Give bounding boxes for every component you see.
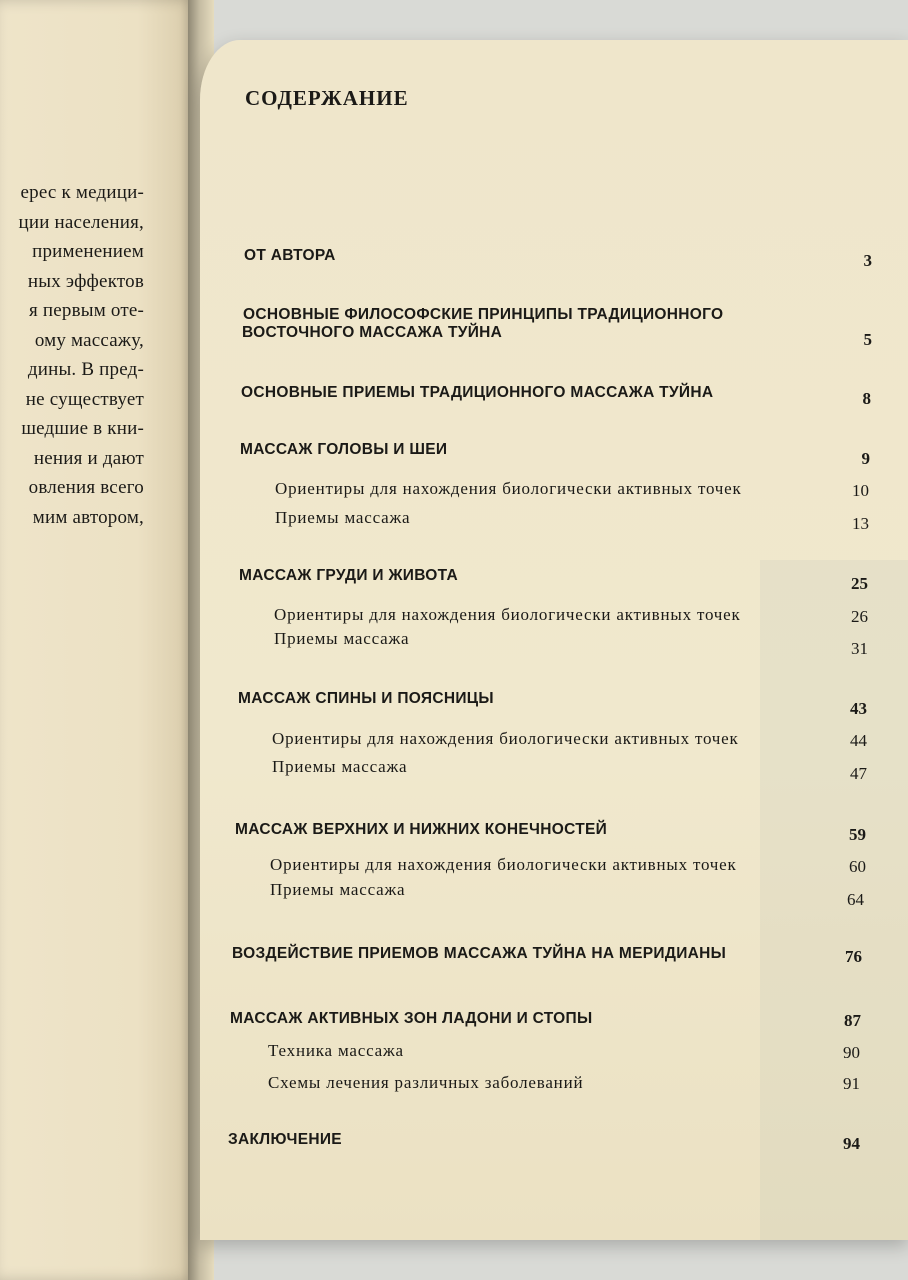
left-line: шедшие в кни- — [21, 418, 144, 439]
toc-entry-page: 91 — [843, 1074, 860, 1093]
left-page-text — [0, 178, 196, 532]
toc-entry-label: МАССАЖ СПИНЫ И ПОЯСНИЦЫ — [238, 690, 494, 707]
toc-entry-page: 10 — [852, 481, 869, 500]
toc-entry-label: МАССАЖ ГРУДИ И ЖИВОТА — [239, 567, 458, 584]
left-line: ных эффектов — [27, 270, 144, 292]
left-line: применением — [32, 241, 144, 262]
toc-entry-label: Техника массажа — [268, 1041, 404, 1060]
left-line: дины. В пред- — [27, 359, 144, 380]
toc-entry-page: 8 — [862, 389, 871, 408]
toc-entry-label: Приемы массажа — [275, 508, 411, 527]
toc-entry-label: Схемы лечения различных заболеваний — [268, 1073, 584, 1092]
left-line: овления всего — [28, 477, 144, 498]
toc-title: СОДЕРЖАНИЕ — [245, 86, 409, 110]
toc-entry-page: 43 — [850, 699, 867, 718]
toc-entry-label: Приемы массажа — [272, 757, 408, 776]
toc-entry-page: 9 — [861, 449, 870, 468]
toc-entry-label-line2: ВОСТОЧНОГО МАССАЖА ТУЙНА — [242, 324, 503, 341]
left-line: ерес к медици- — [20, 182, 144, 203]
left-line: мим автором, — [32, 506, 144, 528]
toc-entry-label: ОТ АВТОРА — [244, 247, 336, 264]
toc-entry-label: ОСНОВНЫЕ ФИЛОСОФСКИЕ ПРИНЦИПЫ ТРАДИЦИОННОГО — [243, 306, 724, 323]
toc-entry-page: 87 — [844, 1011, 861, 1030]
toc-entry-page: 5 — [863, 330, 872, 349]
toc-entry-page: 59 — [849, 825, 866, 844]
toc-entry-label: МАССАЖ АКТИВНЫХ ЗОН ЛАДОНИ И СТОПЫ — [230, 1010, 593, 1027]
toc-entry-label: МАССАЖ ГОЛОВЫ И ШЕИ — [240, 441, 448, 458]
toc-entry-page: 60 — [849, 857, 866, 876]
left-line: ому массажу, — [34, 329, 144, 351]
toc-entry-label: Ориентиры для нахождения биологически активных точек — [274, 605, 741, 624]
toc-entry-page: 94 — [843, 1134, 860, 1153]
toc-entry-page: 13 — [852, 514, 869, 533]
left-line: я первым оте- — [28, 300, 144, 321]
left-page — [0, 0, 196, 1280]
toc-entry-label: ВОЗДЕЙСТВИЕ ПРИЕМОВ МАССАЖА ТУЙНА НА МЕРИДИАНЫ — [232, 945, 727, 962]
toc-entry-label: Ориентиры для нахождения биологически активных точек — [275, 479, 742, 498]
toc-entry-page: 44 — [850, 731, 867, 750]
toc-entry-label: ЗАКЛЮЧЕНИЕ — [228, 1131, 342, 1148]
toc-entry-page: 64 — [847, 890, 864, 909]
toc-entry-label: МАССАЖ ВЕРХНИХ И НИЖНИХ КОНЕЧНОСТЕЙ — [235, 821, 608, 838]
toc-entry-label: Приемы массажа — [274, 629, 410, 648]
toc-entry-label: Ориентиры для нахождения биологически активных точек — [270, 855, 737, 874]
toc-entry-page: 31 — [851, 639, 868, 658]
toc-entry-page: 26 — [851, 607, 868, 626]
toc-entry-label: Ориентиры для нахождения биологически активных точек — [272, 729, 739, 748]
left-line: не существует — [25, 388, 144, 410]
toc-entry-page: 25 — [851, 574, 868, 593]
toc-entry-label: Приемы массажа — [270, 880, 406, 899]
toc-entry-page: 76 — [845, 947, 862, 966]
left-line: нения и дают — [33, 447, 144, 469]
toc-entry-page: 3 — [863, 251, 872, 270]
toc-entry-page: 90 — [843, 1043, 860, 1062]
left-line: ции населения, — [18, 211, 144, 233]
toc-entry-label: ОСНОВНЫЕ ПРИЕМЫ ТРАДИЦИОННОГО МАССАЖА ТУЙНА — [241, 384, 714, 401]
toc-entry-page: 47 — [850, 764, 867, 783]
